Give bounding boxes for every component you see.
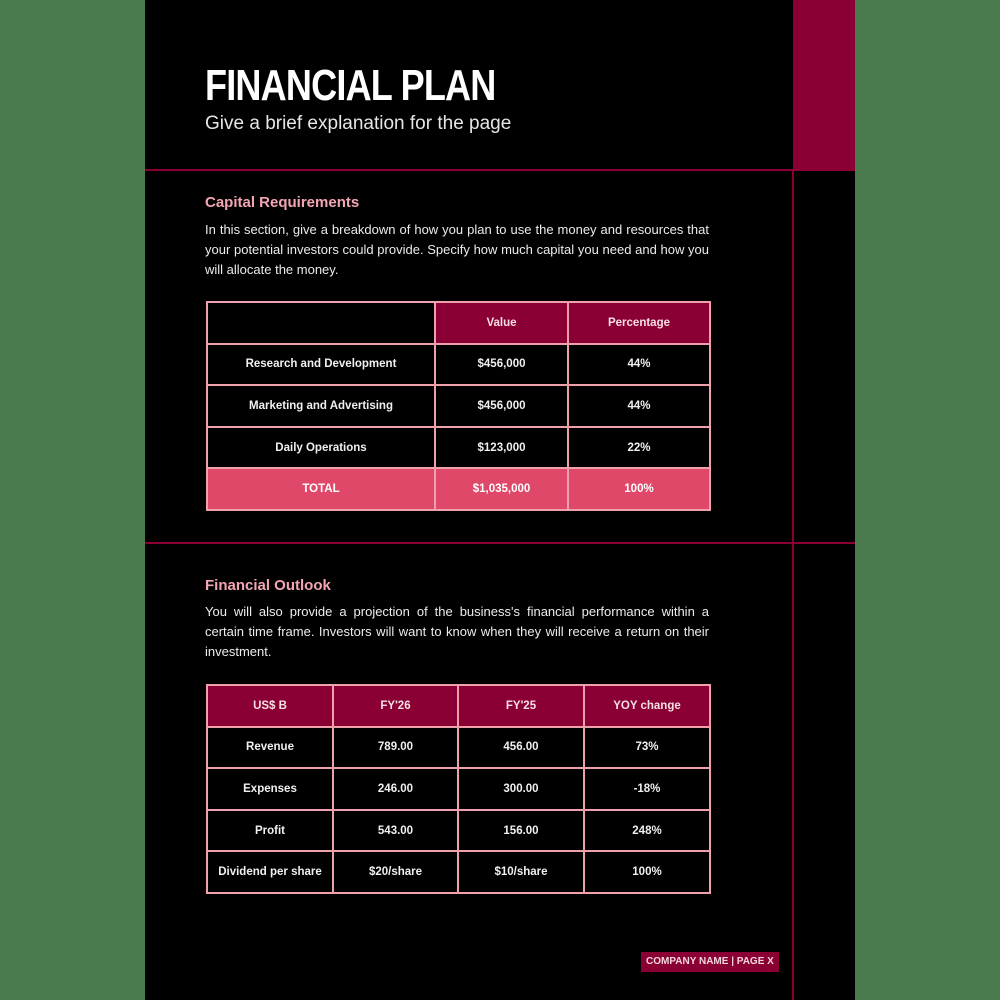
table-header-cell: Value [435, 302, 568, 344]
capital-requirements-table [206, 301, 711, 511]
row-percentage: 44% [568, 344, 710, 386]
row-percentage: 44% [568, 385, 710, 427]
row-label: Daily Operations [207, 427, 435, 469]
row-fy26: 246.00 [333, 768, 458, 810]
page-title: FINANCIAL PLAN [205, 61, 496, 110]
row-yoy: -18% [584, 768, 710, 810]
table-row [207, 427, 710, 469]
row-yoy: 100% [584, 851, 710, 893]
table-total-row [207, 468, 710, 510]
row-metric: Expenses [207, 768, 333, 810]
row-fy25: 300.00 [458, 768, 584, 810]
table-header-row [207, 685, 710, 727]
capital-requirements-body: In this section, give a breakdown of how you plan to use the money and resources that your potential investors could provide. Specify how much capital you need and how you will allocate the money. [205, 222, 709, 277]
total-label: TOTAL [207, 468, 435, 510]
table-row [207, 768, 710, 810]
table-header-row [207, 302, 710, 344]
row-yoy: 73% [584, 727, 710, 769]
row-yoy: 248% [584, 810, 710, 852]
table-row [207, 810, 710, 852]
total-percentage: 100% [568, 468, 710, 510]
table-header-cell: US$ B [207, 685, 333, 727]
row-fy26: 543.00 [333, 810, 458, 852]
row-percentage: 22% [568, 427, 710, 469]
financial-outlook-body: You will also provide a projection of the business's financial performance within a certain time frame. Investors will want to know when they will receive a return on their investment. [205, 604, 709, 659]
table-row [207, 344, 710, 386]
row-fy25: 456.00 [458, 727, 584, 769]
page-subtitle: Give a brief explanation for the page [205, 113, 512, 134]
row-fy25: 156.00 [458, 810, 584, 852]
row-label: Research and Development [207, 344, 435, 386]
financial-outlook-table [206, 684, 711, 894]
row-value: $456,000 [435, 344, 568, 386]
row-fy25: $10/share [458, 851, 584, 893]
table-row [207, 727, 710, 769]
divider-top [145, 169, 855, 171]
table-header-cell: FY'25 [458, 685, 584, 727]
total-value: $1,035,000 [435, 468, 568, 510]
table-header-cell: Percentage [568, 302, 710, 344]
row-metric: Revenue [207, 727, 333, 769]
table-header-cell: YOY change [584, 685, 710, 727]
table-header-cell [207, 302, 435, 344]
row-fy26: $20/share [333, 851, 458, 893]
financial-outlook-heading: Financial Outlook [205, 577, 331, 594]
row-value: $456,000 [435, 385, 568, 427]
table-header-cell: FY'26 [333, 685, 458, 727]
accent-block [793, 0, 855, 170]
document-page [145, 0, 855, 1000]
row-metric: Profit [207, 810, 333, 852]
row-fy26: 789.00 [333, 727, 458, 769]
row-value: $123,000 [435, 427, 568, 469]
row-metric: Dividend per share [207, 851, 333, 893]
capital-requirements-heading: Capital Requirements [205, 194, 360, 211]
divider-vertical [792, 170, 794, 1000]
footer-page-badge: COMPANY NAME | PAGE X [641, 952, 779, 972]
table-row [207, 385, 710, 427]
divider-middle [145, 542, 855, 544]
row-label: Marketing and Advertising [207, 385, 435, 427]
table-row [207, 851, 710, 893]
